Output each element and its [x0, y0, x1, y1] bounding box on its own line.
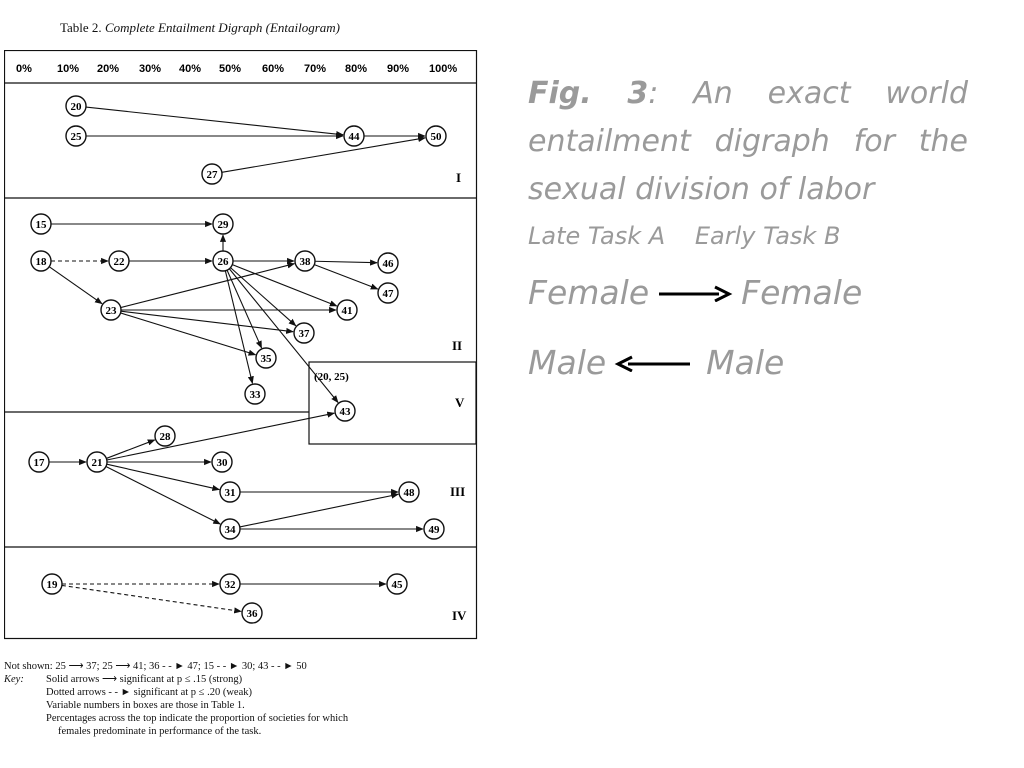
node-20 [66, 96, 86, 116]
node-15 [31, 214, 51, 234]
edge-38-47 [314, 265, 377, 289]
node-28 [155, 426, 175, 446]
figure-label: Fig. 3 [528, 76, 649, 111]
percent-label: 70% [304, 63, 327, 75]
node-31 [220, 482, 240, 502]
percent-label: 60% [262, 63, 285, 75]
table-title-text: Complete Entailment Digraph (Entailogram) [104, 20, 340, 35]
node-27 [202, 164, 222, 184]
node-label: 35 [260, 353, 272, 365]
node-label: 43 [339, 406, 351, 418]
node-label: 36 [246, 608, 258, 620]
section-label-iii: III [450, 484, 466, 499]
node-label: 37 [298, 328, 310, 340]
key-vars: Variable numbers in boxes are those in Table 1. [46, 700, 245, 711]
node-label: 19 [46, 579, 58, 591]
node-29 [213, 214, 233, 234]
node-25 [66, 126, 86, 146]
node-26 [213, 251, 233, 271]
edge-34-48 [240, 494, 398, 527]
node-21 [87, 452, 107, 472]
node-label: 34 [224, 524, 236, 536]
node-47 [378, 283, 398, 303]
node-label: 26 [217, 256, 229, 268]
node-label: 47 [382, 288, 394, 300]
section-label-i: I [456, 170, 462, 185]
node-34 [220, 519, 240, 539]
node-33 [245, 384, 265, 404]
node-label: 20 [70, 101, 82, 113]
node-30 [212, 452, 232, 472]
node-46 [378, 253, 398, 273]
node-label: 32 [224, 579, 236, 591]
node-label: 46 [382, 258, 394, 270]
section-label-iv: IV [452, 608, 467, 623]
node-label: 31 [224, 487, 236, 499]
task-b-label: Early Task B [694, 222, 841, 250]
percent-label: 40% [179, 63, 202, 75]
node-48 [399, 482, 419, 502]
percent-label: 20% [97, 63, 120, 75]
node-label: 17 [33, 457, 45, 469]
node-label: 21 [91, 457, 103, 469]
section-label-v: V [455, 395, 465, 410]
node-label: 38 [299, 256, 311, 268]
right-arrow-icon [655, 282, 735, 302]
percent-scale [16, 63, 457, 75]
female-a-label: Female [528, 272, 650, 312]
node-38 [295, 251, 315, 271]
task-labels [528, 222, 968, 250]
node-label: 48 [403, 487, 415, 499]
node-label: 29 [217, 219, 229, 231]
male-a-label: Male [528, 342, 607, 382]
male-b-label: Male [706, 342, 785, 382]
node-label: 45 [391, 579, 403, 591]
node-label: 49 [428, 524, 440, 536]
figure-description: : An exact world entailment digraph for the sexual division of labor [528, 76, 968, 207]
edge-20-44 [86, 107, 343, 135]
entailment-digraph [4, 50, 482, 645]
node-32 [220, 574, 240, 594]
edge-19-36 [62, 585, 241, 611]
node-45 [387, 574, 407, 594]
node-17 [29, 452, 49, 472]
edge-27-50 [222, 138, 425, 172]
node-18 [31, 251, 51, 271]
female-row [528, 264, 968, 320]
node-label: 28 [159, 431, 171, 443]
node-label: 41 [341, 305, 353, 317]
edge-26-33 [225, 271, 252, 384]
not-shown-text: 25 ⟶ 37; 25 ⟶ 41; 36 - - ► 47; 15 - - ► 30; 43 - - ► 50 [55, 661, 307, 672]
node-36 [242, 603, 262, 623]
percent-label: 100% [429, 63, 458, 75]
key-dotted: Dotted arrows - - ► significant at p ≤ .20 (weak) [46, 687, 252, 698]
left-arrow-icon [612, 352, 692, 372]
table-footnote [4, 660, 484, 738]
node-label: 15 [35, 219, 47, 231]
node-label: 27 [206, 169, 218, 181]
section-v-note: (20, 25) [314, 371, 349, 383]
node-label: 22 [113, 256, 125, 268]
node-43 [335, 401, 355, 421]
node-label: 33 [249, 389, 261, 401]
female-b-label: Female [741, 272, 863, 312]
node-19 [42, 574, 62, 594]
table-title [60, 20, 440, 36]
key-pct-1: Percentages across the top indicate the proportion of societies for which [46, 713, 349, 724]
table-label: Table 2. [60, 20, 102, 35]
edge-26-43 [229, 269, 338, 403]
node-37 [294, 323, 314, 343]
edge-21-31 [107, 464, 220, 489]
edge-21-34 [106, 466, 220, 524]
edge-26-41 [232, 265, 336, 306]
section-label-ii: II [452, 338, 463, 353]
node-label: 50 [430, 131, 442, 143]
node-22 [109, 251, 129, 271]
percent-label: 10% [57, 63, 80, 75]
male-row [528, 334, 968, 390]
percent-label: 80% [345, 63, 368, 75]
digraph-nodes [29, 96, 446, 623]
node-label: 23 [105, 305, 117, 317]
percent-label: 90% [387, 63, 410, 75]
node-50 [426, 126, 446, 146]
figure-caption-text [528, 70, 968, 214]
node-label: 18 [35, 256, 47, 268]
percent-label: 50% [219, 63, 242, 75]
node-41 [337, 300, 357, 320]
edge-26-35 [227, 270, 261, 348]
key-solid: Solid arrows ⟶ significant at p ≤ .15 (strong) [46, 674, 243, 685]
node-49 [424, 519, 444, 539]
node-label: 25 [70, 131, 82, 143]
edge-38-46 [315, 261, 377, 262]
edge-18-23 [49, 267, 102, 304]
task-a-label: Late Task A [528, 222, 666, 250]
key-pct-2: females predominate in performance of the task. [58, 726, 262, 737]
figure-caption [528, 70, 968, 390]
not-shown-label: Not shown: [4, 661, 53, 672]
node-35 [256, 348, 276, 368]
percent-label: 0% [16, 63, 32, 75]
percent-label: 30% [139, 63, 162, 75]
node-44 [344, 126, 364, 146]
node-label: 44 [348, 131, 360, 143]
key-label: Key: [4, 674, 24, 685]
node-label: 30 [216, 457, 228, 469]
node-23 [101, 300, 121, 320]
